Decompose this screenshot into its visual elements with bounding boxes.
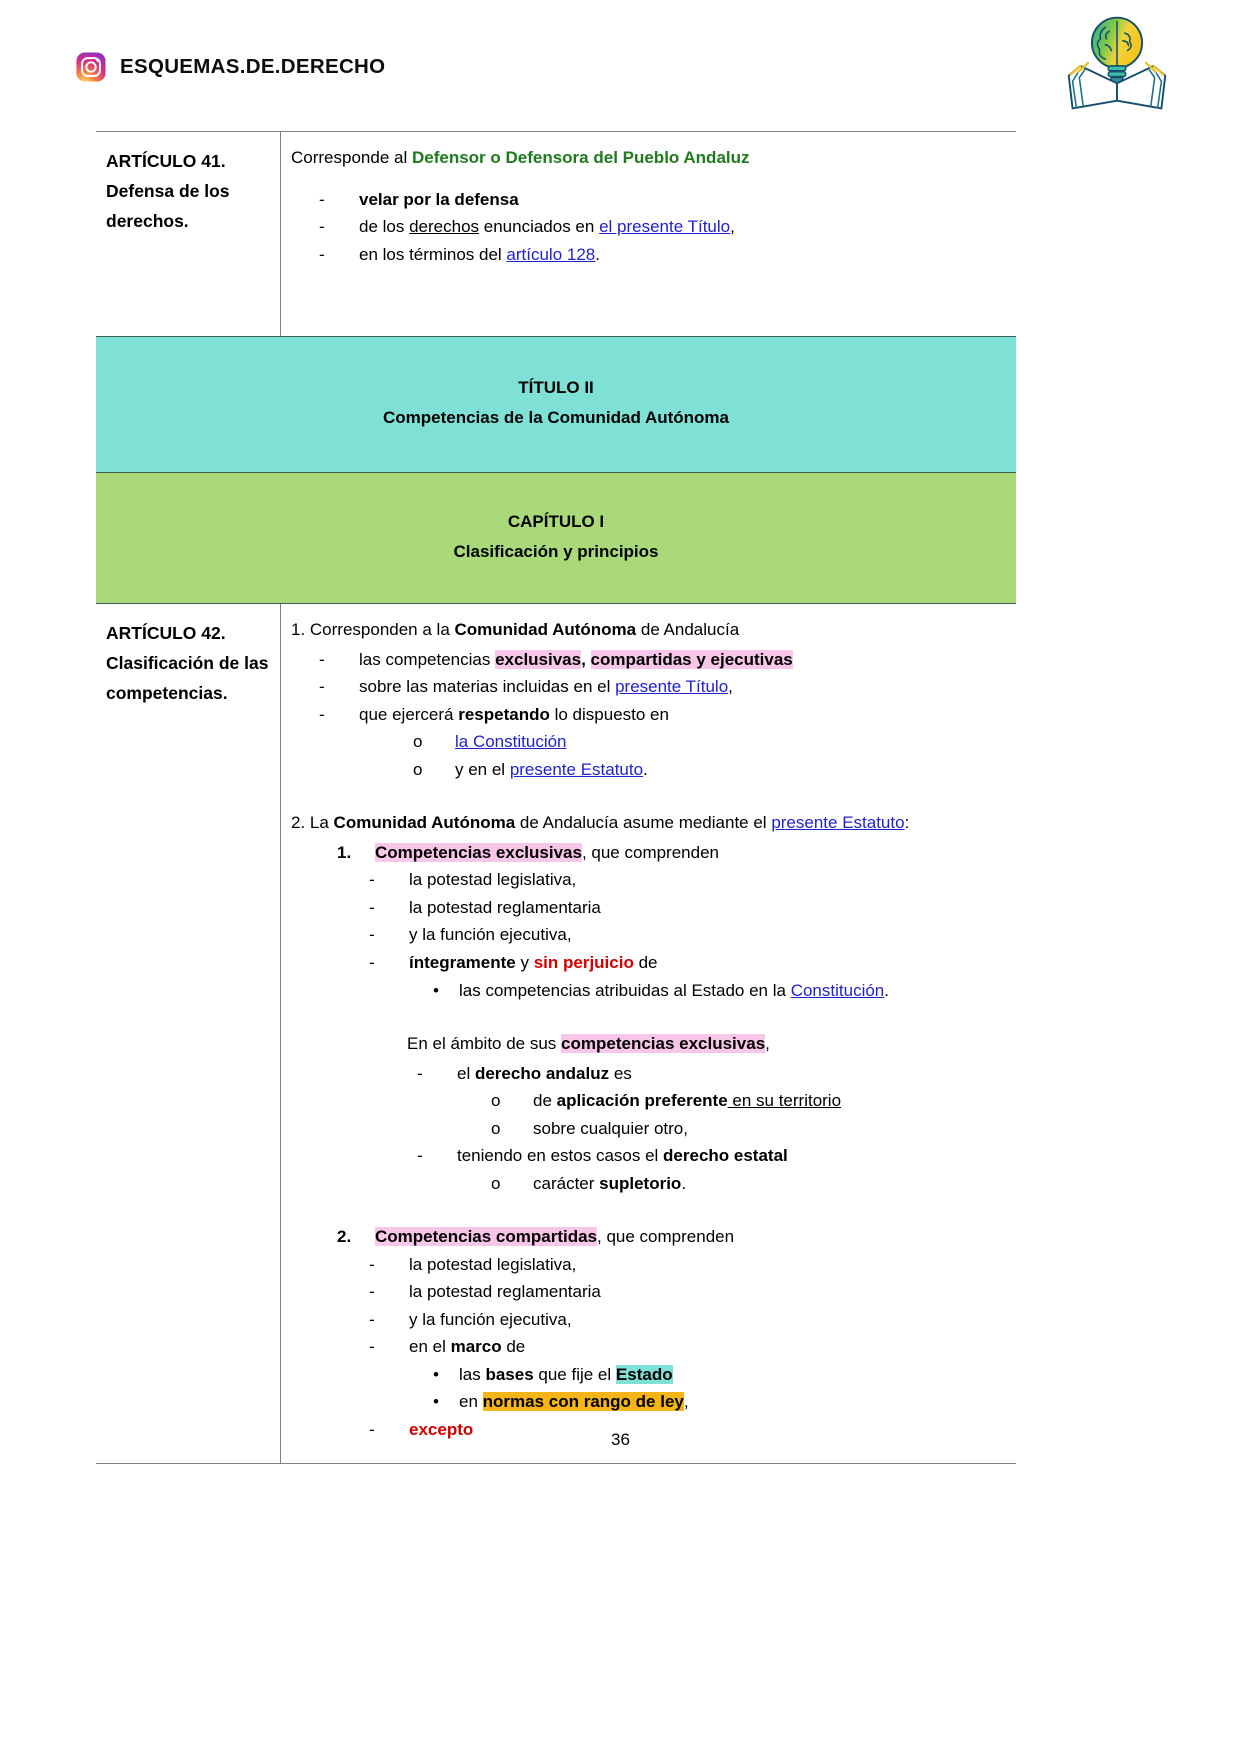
- articulo-42-title-line3: competencias.: [106, 683, 228, 704]
- p1-bullet-3-text: [359, 701, 1004, 729]
- number-marker: 2.: [337, 1227, 352, 1247]
- ambo1-part1: de: [533, 1091, 557, 1111]
- dash-marker: -: [319, 217, 325, 237]
- b3-part1: en los términos del: [359, 244, 507, 264]
- document-table: [96, 131, 1016, 1464]
- ambito-paragraph: [291, 1030, 1004, 1058]
- comunidad-autonoma-bold: Comunidad Autónoma: [454, 620, 637, 640]
- n2-rest: , que comprenden: [597, 1227, 735, 1247]
- instagram-icon: [76, 52, 106, 82]
- titulo-ii-line1: TÍTULO II: [518, 378, 594, 398]
- numbered-item-2: [291, 1223, 1004, 1251]
- articulo-41-title-line1: ARTÍCULO 41.: [106, 151, 226, 171]
- link-constitucion[interactable]: Constitución: [790, 980, 885, 1000]
- n2-dash-1: [291, 1251, 1004, 1279]
- link-articulo-128[interactable]: artículo 128: [506, 244, 596, 264]
- p1-bullet-2-text: [359, 673, 1004, 701]
- n1dot-part2: .: [884, 980, 889, 1000]
- n1-dash-4-text: [409, 949, 1004, 977]
- ambito-sub-2-text: sobre cualquier otro,: [533, 1118, 688, 1138]
- articulo-41-bullet-3: [291, 241, 1004, 269]
- n1-dash-3-text: y la función ejecutiva,: [409, 925, 572, 945]
- ambito-part2: ,: [765, 1034, 770, 1054]
- ambd1-part2: es: [609, 1063, 632, 1083]
- articulo-41-title-cell: [96, 132, 281, 336]
- n1-dash-3: [291, 921, 1004, 949]
- b3-part2: .: [595, 244, 600, 264]
- n2-dash-3-text: y la función ejecutiva,: [409, 1309, 572, 1329]
- p1-bullet-2: [291, 673, 1004, 701]
- derecho-estatal-bold: derecho estatal: [663, 1146, 788, 1166]
- comunidad-autonoma-bold: Comunidad Autónoma: [333, 813, 516, 833]
- link-la-constitucion[interactable]: la Constitución: [455, 732, 567, 752]
- numbered-item-2-text: [375, 1223, 1004, 1251]
- n2dot2-part2: ,: [683, 1392, 689, 1412]
- n1-dash-1-text: la potestad legislativa,: [409, 870, 577, 890]
- link-presente-titulo[interactable]: el presente Título: [599, 217, 731, 237]
- ambito-part1: En el ámbito de sus: [407, 1034, 562, 1054]
- circle-marker: o: [491, 1118, 501, 1138]
- articulo-41-title-line2: Defensa de los: [106, 181, 230, 202]
- ambito-sub-3: [291, 1170, 1004, 1198]
- derechos-underlined: derechos: [409, 217, 480, 237]
- ambito-dash-2-text: [457, 1142, 1004, 1170]
- brain-lightbulb-book-logo: [1059, 8, 1175, 120]
- dash-marker: -: [369, 1282, 375, 1302]
- numbered-item-1: [291, 839, 1004, 867]
- highlight-competencias-exclusivas: Competencias exclusivas: [375, 842, 582, 862]
- respetando-bold: respetando: [458, 704, 550, 724]
- n2dot1-part2: que fije el: [533, 1364, 616, 1384]
- articulo-42-title-line1: ARTÍCULO 42.: [106, 623, 226, 644]
- aplicacion-preferente-bold: aplicación preferente: [556, 1091, 728, 1111]
- dash-marker: -: [369, 1254, 375, 1274]
- link-presente-estatuto[interactable]: presente Estatuto: [771, 813, 905, 833]
- highlight-normas-rango-ley: normas con rango de ley: [482, 1392, 684, 1412]
- bullet-dot-marker: •: [433, 1392, 439, 1412]
- circle-marker: o: [413, 759, 423, 779]
- n2-dash-4-text: [409, 1333, 1004, 1361]
- circle-marker: o: [491, 1173, 501, 1193]
- link-presente-estatuto[interactable]: presente Estatuto: [509, 759, 644, 779]
- p2-suffix: :: [904, 813, 910, 833]
- derecho-andaluz-bold: derecho andaluz: [474, 1063, 610, 1083]
- articulo-41-bullet-2: [291, 213, 1004, 241]
- p1-sub-1: [291, 728, 1004, 756]
- dash-marker: -: [417, 1146, 423, 1166]
- p1b3-part2: lo dispuesto en: [549, 704, 669, 724]
- n2-bullet-dot-1: [291, 1361, 1004, 1389]
- numbered-item-1-text: [375, 839, 1004, 867]
- ambito-dash-1: [291, 1060, 1004, 1088]
- n1d4-mid: y: [515, 952, 534, 972]
- p1-suffix: de Andalucía: [636, 620, 740, 640]
- highlight-estado: Estado: [615, 1364, 673, 1384]
- articulo-41-intro: [291, 144, 1004, 172]
- articulo-42-title-cell: [96, 604, 281, 1463]
- bullet-dot-marker: •: [433, 1364, 439, 1384]
- n2dot1-part1: las: [459, 1364, 486, 1384]
- articulo-42-content-cell: [281, 604, 1016, 1463]
- bases-bold: bases: [485, 1364, 534, 1384]
- highlight-competencias-exclusivas-2: competencias exclusivas: [561, 1034, 766, 1054]
- dash-marker: -: [369, 952, 375, 972]
- titulo-ii-line2: Competencias de la Comunidad Autónoma: [382, 408, 730, 428]
- n1d4-end: de: [633, 952, 658, 972]
- page-number: 36: [611, 1430, 630, 1449]
- dash-marker: -: [319, 189, 325, 209]
- integramente-bold: íntegramente: [409, 952, 516, 972]
- bullet-1-text: velar por la defensa: [359, 189, 519, 209]
- bullet-2-text: [359, 213, 1004, 241]
- dash-marker: -: [319, 704, 325, 724]
- dash-marker: -: [319, 677, 325, 697]
- excepto-red: excepto: [409, 1419, 474, 1439]
- n1-bullet-dot-text: [459, 977, 1004, 1005]
- n2-dash-4: [291, 1333, 1004, 1361]
- n1-dash-2-text: la potestad reglamentaria: [409, 897, 601, 917]
- p2-prefix: 2. La: [291, 813, 334, 833]
- p1-prefix: 1. Corresponden a la: [291, 620, 455, 640]
- bullet-dot-marker: •: [433, 980, 439, 1000]
- n1-dash-4: [291, 949, 1004, 977]
- n1dot-part1: las competencias atribuidas al Estado en la: [459, 980, 791, 1000]
- p1-sub-2: [291, 756, 1004, 784]
- dash-marker: -: [369, 925, 375, 945]
- p2-mid: de Andalucía asume mediante el: [515, 813, 772, 833]
- dash-marker: -: [319, 649, 325, 669]
- n1-rest: , que comprenden: [581, 842, 719, 862]
- p1-bullet-1: [291, 646, 1004, 674]
- dash-marker: -: [369, 897, 375, 917]
- b2-part1: de los: [359, 217, 410, 237]
- table-row-articulo-41: [96, 131, 1016, 336]
- n2-dash-1-text: la potestad legislativa,: [409, 1254, 577, 1274]
- ambito-sub-3-text: [533, 1170, 1004, 1198]
- brand-name: ESQUEMAS.DE.DERECHO: [120, 54, 386, 78]
- en-su-territorio-underlined: en su territorio: [727, 1091, 842, 1111]
- dash-marker: -: [369, 1337, 375, 1357]
- n1-dash-1: [291, 866, 1004, 894]
- ambo3-part2: .: [681, 1173, 687, 1193]
- capitulo-i-line1: CAPÍTULO I: [507, 511, 605, 531]
- p1o2-part1: y en el: [455, 759, 510, 779]
- ambd1-part1: el: [457, 1063, 475, 1083]
- highlight-exclusivas: exclusivas: [495, 649, 582, 669]
- ambito-sub-1-text: [533, 1087, 1004, 1115]
- n2-dash-2: [291, 1278, 1004, 1306]
- p1-bullet-1-text: [359, 646, 1004, 674]
- dash-marker: -: [369, 1309, 375, 1329]
- p1b1-mid: ,: [581, 649, 591, 669]
- page-header: [0, 0, 1241, 128]
- b2-part3: ,: [730, 217, 735, 237]
- b2-part2: enunciados en: [479, 217, 600, 237]
- p1o2-part2: .: [643, 759, 648, 779]
- defensor-pueblo-andaluz-text: Defensor o Defensora del Pueblo Andaluz: [411, 148, 750, 167]
- p1b1-part1: las competencias: [359, 649, 496, 669]
- p1b2-part1: sobre las materias incluidas en el: [359, 677, 616, 697]
- n2d4-part1: en el: [409, 1337, 451, 1357]
- p1-bullet-3: [291, 701, 1004, 729]
- p1-sub-1-text: [455, 728, 1004, 756]
- dash-marker: -: [319, 244, 325, 264]
- banner-titulo-ii: [96, 336, 1016, 473]
- number-marker: 1.: [337, 842, 352, 862]
- ambito-sub-1: [291, 1087, 1004, 1115]
- dash-marker: -: [369, 870, 375, 890]
- p1b2-part2: ,: [728, 677, 733, 697]
- articulo-42-title-line2: Clasificación de las: [106, 653, 269, 674]
- dash-marker: -: [417, 1063, 423, 1083]
- n2-dash-3: [291, 1306, 1004, 1334]
- marco-bold: marco: [450, 1337, 502, 1357]
- table-row-articulo-42: [96, 604, 1016, 1464]
- capitulo-i-line2: Clasificación y principios: [453, 541, 659, 561]
- ambo3-part1: carácter: [533, 1173, 600, 1193]
- intro-prefix: Corresponde al: [291, 148, 412, 167]
- supletorio-bold: supletorio: [599, 1173, 682, 1193]
- ambito-dash-2: [291, 1142, 1004, 1170]
- circle-marker: o: [413, 732, 423, 752]
- articulo-42-para-2: [291, 809, 1004, 837]
- circle-marker: o: [491, 1091, 501, 1111]
- n1-bullet-dot: [291, 977, 1004, 1005]
- banner-capitulo-i: [96, 473, 1016, 605]
- n2-bullet-dot-2-text: [459, 1388, 1004, 1416]
- bullet-3-text: [359, 241, 1004, 269]
- ambito-sub-2: [291, 1115, 1004, 1143]
- articulo-41-bullet-1: [291, 186, 1004, 214]
- dash-marker: -: [369, 1419, 375, 1439]
- ambd2-part1: teniendo en estos casos el: [457, 1146, 664, 1166]
- brand-block: [76, 52, 385, 82]
- n2-dash-2-text: la potestad reglamentaria: [409, 1282, 601, 1302]
- n2dot2-part1: en: [459, 1392, 483, 1412]
- n1-dash-2: [291, 894, 1004, 922]
- n2d4-part2: de: [501, 1337, 526, 1357]
- articulo-41-title-line3: derechos.: [106, 211, 189, 232]
- articulo-42-para-1: [291, 616, 1004, 644]
- highlight-compartidas-ejecutivas: compartidas y ejecutivas: [590, 649, 793, 669]
- sin-perjuicio-red: sin perjuicio: [533, 952, 634, 972]
- page-footer: [0, 1430, 1241, 1450]
- link-presente-titulo[interactable]: presente Título: [615, 677, 729, 697]
- highlight-competencias-compartidas: Competencias compartidas: [375, 1227, 598, 1247]
- n2-bullet-dot-1-text: [459, 1361, 1004, 1389]
- p1b3-part1: que ejercerá: [359, 704, 459, 724]
- n2-bullet-dot-2: [291, 1388, 1004, 1416]
- p1-sub-2-text: [455, 756, 1004, 784]
- articulo-41-content-cell: [281, 132, 1016, 336]
- ambito-dash-1-text: [457, 1060, 1004, 1088]
